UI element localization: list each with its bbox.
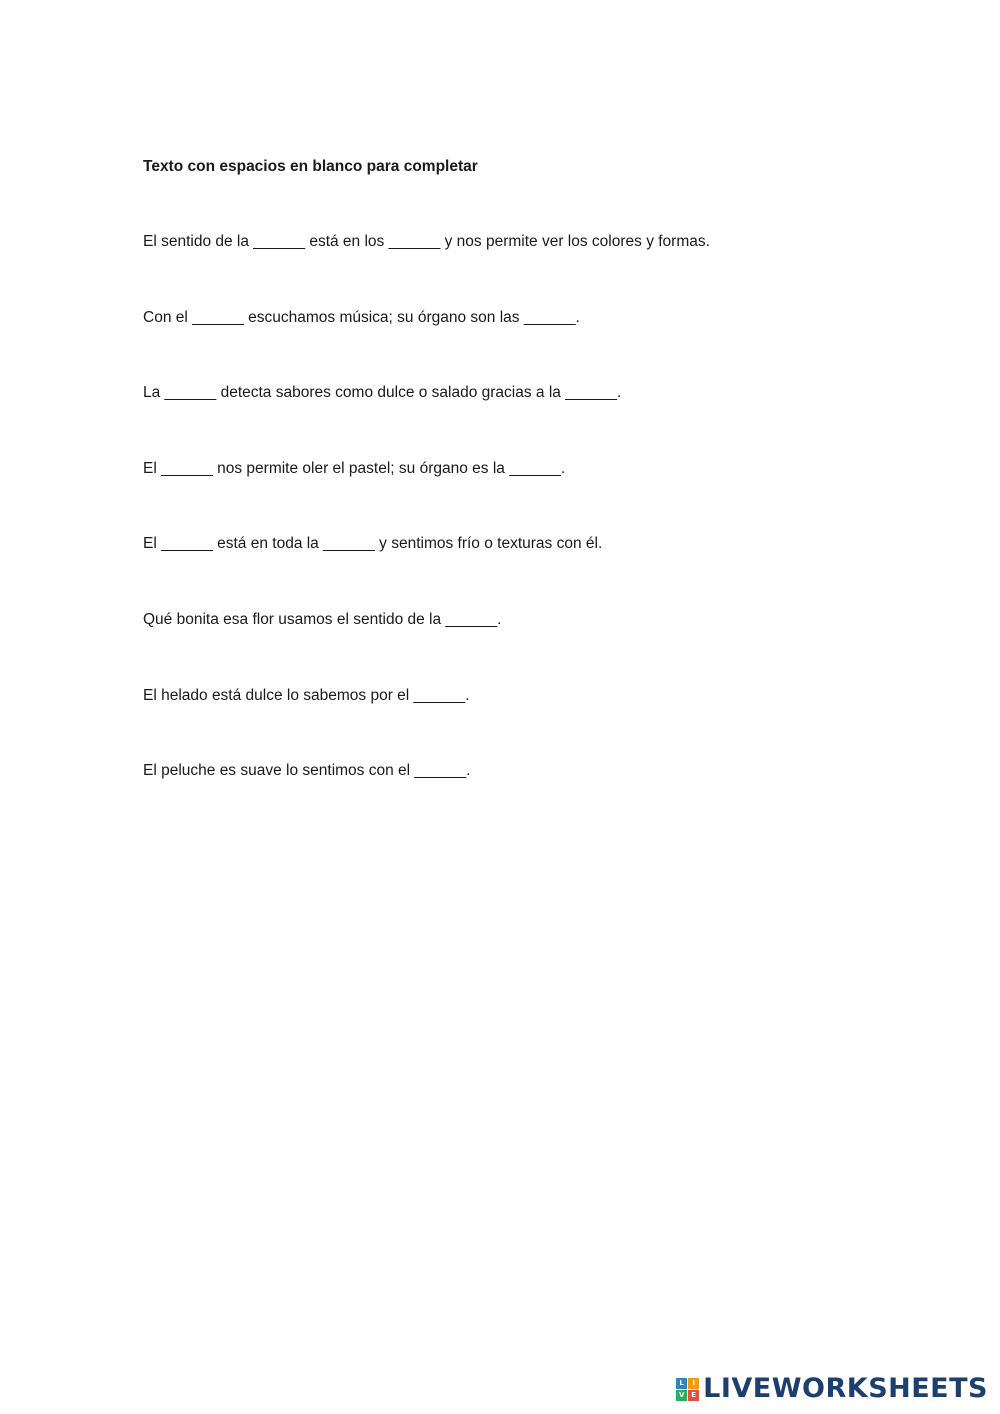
sentence-5: El ______ está en toda la ______ y sentimos frío o texturas con él.: [143, 535, 603, 552]
sentence-7: El helado está dulce lo sabemos por el ______.: [143, 687, 470, 704]
sentence-2: Con el ______ escuchamos música; su órgano son las ______.: [143, 309, 580, 326]
worksheet-title: Texto con espacios en blanco para completar: [143, 158, 478, 175]
liveworksheets-logo-icon: [676, 1378, 699, 1401]
brand-wordmark: LIVEWORKSHEETS: [703, 1373, 988, 1404]
sentence-1: El sentido de la ______ está en los ______ y nos permite ver los colores y formas.: [143, 233, 710, 250]
sentence-8: El peluche es suave lo sentimos con el ______.: [143, 762, 471, 779]
liveworksheets-brand: [676, 1374, 988, 1404]
logo-letter-v: V: [676, 1390, 687, 1401]
logo-letter-i: I: [688, 1378, 699, 1389]
sentence-3: La ______ detecta sabores como dulce o salado gracias a la ______.: [143, 384, 622, 401]
sentence-6: Qué bonita esa flor usamos el sentido de la ______.: [143, 611, 502, 628]
logo-letter-e: E: [688, 1390, 699, 1401]
worksheet-page: [143, 0, 923, 1414]
logo-letter-l: L: [676, 1378, 687, 1389]
sentence-4: El ______ nos permite oler el pastel; su órgano es la ______.: [143, 460, 566, 477]
